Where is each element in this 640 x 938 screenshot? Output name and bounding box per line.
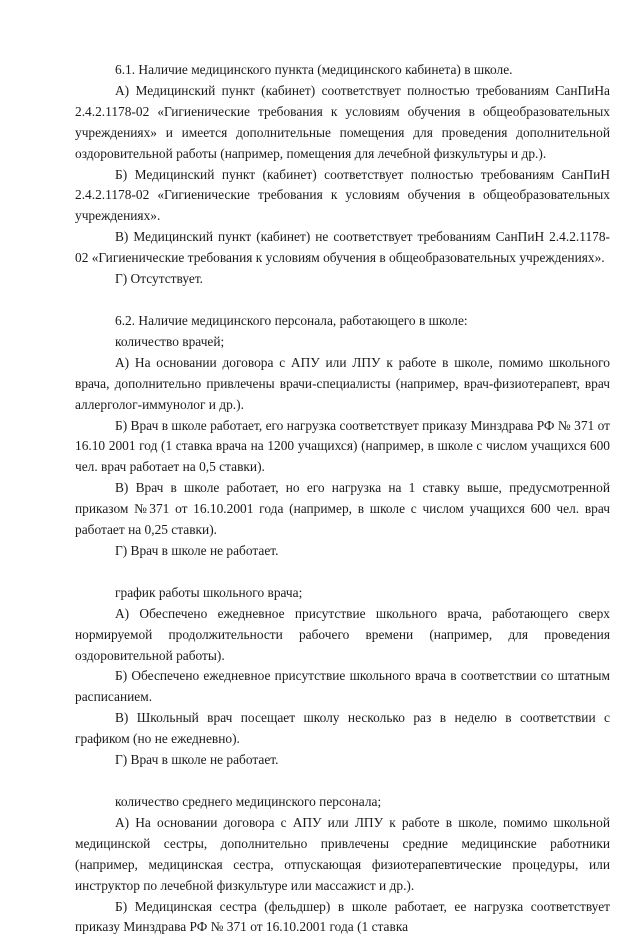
paragraph: В) Врач в школе работает, но его нагрузка на 1 ставку выше, предусмотренной приказом №371 от 16.10.2001 года (например, в школе с числом учащихся 600 чел. врач работает на 0,25 ставки). [75,480,610,538]
paragraph: В) Школьный врач посещает школу несколько раз в неделю в соответствии с графиком (но не ежедневно). [75,710,610,747]
paragraph: Г) Врач в школе не работает. [115,542,279,558]
section-spacer [75,290,610,311]
paragraph: Б) Обеспечено ежедневное присутствие школьного врача в соответствии со штатным расписанием. [75,668,610,705]
paragraph: количество врачей; [115,333,225,349]
document-section [75,792,610,938]
paragraph: В) Медицинский пункт (кабинет) не соответствует требованиям СанПиН 2.4.2.1178-02 «Гигиенические требования к условиям обучения в общеобразовательных учреждениях». [75,229,610,266]
paragraph: Б) Врач в школе работает, его нагрузка соответствует приказу Минздрава РФ № 371 от 16.10 2001 год (1 ставка врача на 1200 учащихся) (например, в школе с числом учащихся 600 чел. врач работает на 0,5 ставки). [75,417,610,475]
section-spacer [75,771,610,792]
document-section [75,583,610,771]
paragraph: количество среднего медицинского персонала; [115,794,382,809]
paragraph: график работы школьного врача; [115,584,303,600]
paragraph: Г) Отсутствует. [115,271,204,287]
document-section [75,311,610,562]
section-spacer [75,562,610,583]
paragraph: А) На основании договора с АПУ или ЛПУ к работе в школе, помимо школьной медицинской сестры, дополнительно привлечены средние медицинские работники (например, медицинская сестра, отпускающая физиотерапевтические процедуры, или инструктор по лечебной физкультуре или массажист и др.). [75,814,610,893]
paragraph: Б) Медицинская сестра (фельдшер) в школе работает, ее нагрузка соответствует приказу Минздрава РФ № 371 от 16.10.2001 года (1 ставка [75,898,610,935]
paragraph: Г) Врач в школе не работает. [115,752,279,768]
paragraph: 6.2. Наличие медицинского персонала, работающего в школе: [115,312,468,328]
paragraph: Б) Медицинский пункт (кабинет) соответствует полностью требованиям СанПиН 2.4.2.1178-02 «Гигиенические требования к условиям обучения в общеобразовательных учреждениях». [75,166,610,224]
paragraph: А) Обеспечено ежедневное присутствие школьного врача, работающего сверх нормируемой продолжительности рабочего времени (например, для проведения оздоровительной работы). [75,605,610,663]
document-page [75,60,610,938]
paragraph: А) На основании договора с АПУ или ЛПУ к работе в школе, помимо школьного врача, дополнительно привлечены врачи-специалисты (например, врач-физиотерапевт, врач аллерголог-иммунолог и др.). [75,354,610,412]
paragraph: 6.1. Наличие медицинского пункта (медицинского кабинета) в школе. [115,62,513,77]
paragraph: А) Медицинский пункт (кабинет) соответствует полностью требованиям СанПиНа 2.4.2.1178-02 «Гигиенические требования к условиям обучения в общеобразовательных учреждениях» и имеется дополнительные помещения для проведения дополнительной оздоровительной работы (например, помещения для лечебной физкультуры и др.). [75,82,610,161]
document-section [75,60,610,290]
